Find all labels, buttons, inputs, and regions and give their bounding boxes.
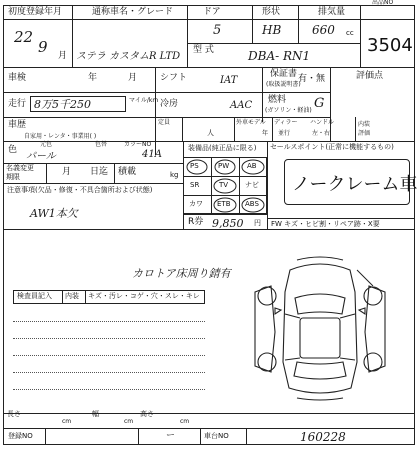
rule bbox=[200, 428, 201, 445]
equipment-title: 装備品(純正品に限る) bbox=[188, 144, 257, 152]
remarks-value: カロトア床周り錆有 bbox=[132, 267, 231, 280]
displacement-value: 660 bbox=[312, 23, 335, 37]
cc-unit: cc bbox=[346, 29, 354, 37]
reg-month-value: 9 bbox=[38, 38, 48, 56]
equip-pw: PW bbox=[218, 162, 230, 170]
color-value: パール bbox=[26, 151, 56, 162]
rule bbox=[46, 163, 47, 183]
notes-value: AW1本欠 bbox=[30, 207, 78, 220]
mileage-label: 走行 bbox=[8, 99, 27, 109]
ac-value: AAC bbox=[230, 100, 253, 111]
rule bbox=[234, 117, 235, 141]
rule bbox=[85, 290, 86, 304]
color-label: 色 bbox=[8, 145, 18, 155]
doors-label: ドア bbox=[203, 7, 221, 17]
rule bbox=[3, 67, 415, 68]
lot-number: 3504 bbox=[367, 35, 413, 56]
month-unit: 月 bbox=[58, 51, 68, 61]
shape-label: 形状 bbox=[262, 7, 281, 17]
dotted-line bbox=[13, 355, 205, 356]
height-unit: cm bbox=[180, 418, 190, 425]
sales-point-value: ノークレーム車 bbox=[292, 174, 418, 195]
handle-label: ハンドル bbox=[310, 119, 335, 126]
color-code-label: カラーNO bbox=[124, 141, 152, 148]
equip-abs: ABS bbox=[245, 200, 259, 208]
rule bbox=[187, 5, 188, 67]
chassis-value: 160228 bbox=[300, 430, 346, 444]
rule bbox=[183, 214, 267, 215]
rule bbox=[45, 428, 46, 445]
rule bbox=[138, 428, 139, 445]
dotted-line bbox=[13, 338, 205, 339]
rule bbox=[3, 428, 415, 429]
rule bbox=[62, 290, 63, 304]
height-label: 高さ bbox=[140, 410, 154, 418]
recycle-value: 9,850 bbox=[212, 217, 244, 230]
equip-sr: SR bbox=[190, 181, 200, 189]
ext-model-year-unit: 年 bbox=[262, 130, 269, 137]
rule bbox=[3, 117, 330, 118]
reg-year-value: 22 bbox=[14, 28, 34, 46]
reg-year-label: 初度登録年月 bbox=[8, 7, 63, 17]
reg-no-label: 登録NO bbox=[8, 432, 33, 440]
equip-tv: TV bbox=[219, 181, 229, 189]
name-change-month-unit: 月 bbox=[62, 167, 72, 177]
equip-ab: AB bbox=[247, 162, 257, 170]
rule bbox=[262, 67, 263, 122]
length-label: 長さ bbox=[7, 410, 21, 418]
inspection-label: 車検 bbox=[8, 73, 27, 83]
inspector-label: 検査員記入 bbox=[17, 292, 52, 300]
rule bbox=[3, 92, 330, 93]
interior-label: 内装 bbox=[358, 121, 371, 128]
equip-navi: ナビ bbox=[245, 181, 259, 189]
color-code-value: 41A bbox=[142, 149, 162, 160]
recycle-unit: 円 bbox=[254, 219, 261, 227]
inspector-item-interior: 内装 bbox=[65, 292, 79, 300]
rule bbox=[330, 67, 331, 141]
fuel-label: 燃料 bbox=[268, 95, 287, 105]
car-diagram bbox=[245, 252, 395, 402]
inspection-year-unit: 年 bbox=[88, 73, 98, 83]
color-change-label: 色替 bbox=[95, 141, 108, 148]
warranty-sub: (取扱説明書) bbox=[266, 81, 301, 88]
interior-sub: 評価 bbox=[358, 130, 371, 137]
equip-leather: カワ bbox=[189, 200, 203, 208]
rule bbox=[3, 183, 183, 184]
rule bbox=[246, 428, 247, 445]
ac-label: 冷房 bbox=[160, 99, 179, 109]
name-value: ステラ カスタムR LTD bbox=[76, 51, 181, 62]
shift-label: シフト bbox=[160, 73, 188, 83]
rule bbox=[360, 5, 361, 67]
mileage-value: 8万5千250 bbox=[34, 98, 91, 111]
warranty-value: 有・無 bbox=[298, 74, 326, 84]
dealer-sub: 並行 bbox=[278, 130, 291, 137]
model-label: 型 式 bbox=[193, 45, 214, 55]
equip-etb: ETB bbox=[217, 200, 231, 208]
dotted-line bbox=[13, 372, 205, 373]
rule bbox=[272, 117, 273, 141]
shift-value: IAT bbox=[220, 75, 238, 86]
load-unit: kg bbox=[170, 171, 179, 179]
warranty-label: 保証書 bbox=[270, 69, 298, 79]
reg-no-dash: ー bbox=[166, 431, 176, 441]
model-value: DBA- RN1 bbox=[248, 49, 311, 63]
recycle-label: R券 bbox=[188, 217, 204, 227]
fuel-value: G bbox=[314, 96, 325, 111]
name-label: 通称車名・グレード bbox=[92, 7, 174, 17]
equipment-circles bbox=[183, 157, 267, 214]
mileage-unit: マイル/km bbox=[129, 97, 159, 104]
rule bbox=[267, 218, 415, 219]
color-orig-label: 元色 bbox=[40, 141, 53, 148]
rule bbox=[252, 5, 253, 43]
capacity-unit: 人 bbox=[207, 129, 214, 137]
rule bbox=[298, 5, 299, 43]
length-unit: cm bbox=[62, 418, 72, 425]
rule bbox=[187, 43, 360, 44]
notes-label: 注意事項(欠品・修復・不具合箇所および状態) bbox=[7, 186, 153, 194]
rule bbox=[355, 117, 356, 141]
handle-sub: 左・右 bbox=[312, 130, 331, 137]
load-label: 積載 bbox=[118, 167, 137, 177]
width-label: 幅 bbox=[92, 410, 99, 418]
shape-value: HB bbox=[262, 23, 282, 37]
name-change-day-unit: 日迄 bbox=[90, 167, 109, 177]
history-sub: 自家用・レンタ・事業用( ) bbox=[24, 133, 97, 140]
rule bbox=[3, 413, 415, 414]
name-change-label: 名義変更 bbox=[6, 164, 34, 172]
fuel-sub: (ガソリン・軽油) bbox=[265, 107, 312, 114]
inspector-item-damage: キズ・汚レ・コゲ・穴・スレ・キレ bbox=[88, 292, 200, 300]
rule bbox=[267, 141, 268, 229]
doors-value: 5 bbox=[213, 23, 222, 38]
capacity-label: 定員 bbox=[158, 119, 171, 126]
rule bbox=[72, 5, 73, 67]
inspection-month-unit: 月 bbox=[128, 73, 138, 83]
rating-label: 評価点 bbox=[356, 71, 384, 81]
name-change-sub: 期限 bbox=[6, 173, 20, 181]
rule bbox=[182, 117, 183, 141]
dotted-line bbox=[13, 389, 205, 390]
ext-model-label: 外車モデル bbox=[236, 119, 266, 126]
dotted-line bbox=[13, 321, 205, 322]
equip-ps: PS bbox=[190, 162, 199, 170]
displacement-label: 排気量 bbox=[318, 7, 346, 17]
sales-point-title: セールスポイント(正常に機能するもの) bbox=[270, 143, 394, 151]
rule bbox=[3, 229, 415, 230]
history-label: 車歴 bbox=[8, 120, 27, 130]
rule bbox=[3, 141, 415, 142]
lot-top-label: 出品NO bbox=[372, 0, 394, 6]
rule bbox=[3, 19, 415, 20]
width-unit: cm bbox=[124, 418, 134, 425]
chassis-label: 車台NO bbox=[204, 432, 229, 440]
legend-text: FW キズ・ヒビ割・リペア跡・X要 bbox=[271, 220, 380, 228]
rule bbox=[114, 163, 115, 183]
dealer-label: ディラー bbox=[274, 119, 298, 126]
